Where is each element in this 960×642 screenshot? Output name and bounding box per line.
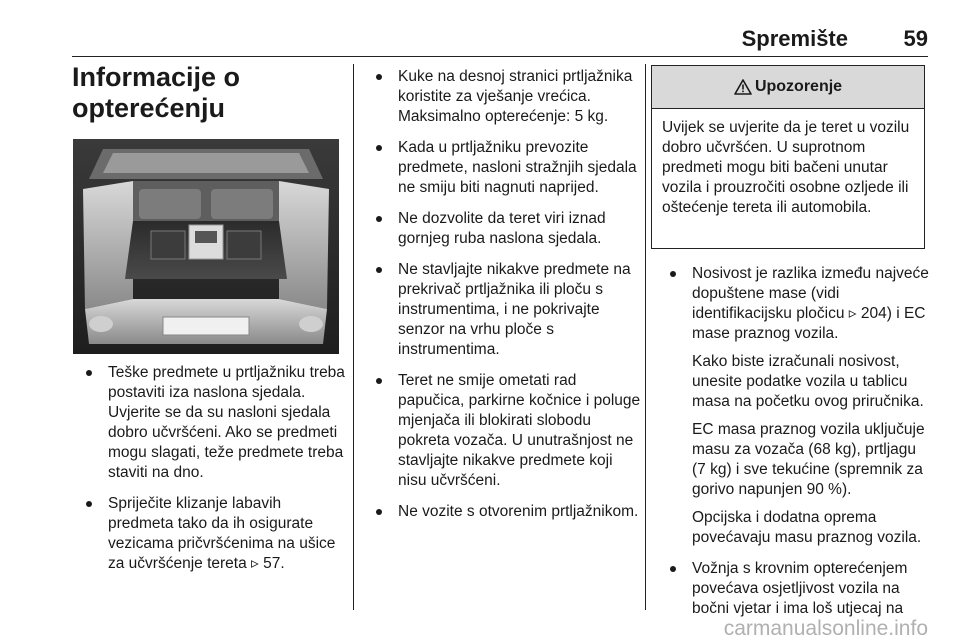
- list-item: [368, 371, 642, 491]
- list-item: [78, 494, 350, 574]
- bullet-dot: [376, 74, 382, 80]
- list-item: [368, 502, 642, 522]
- bullet-dot: [376, 509, 382, 515]
- bullet-dot: [376, 145, 382, 151]
- list-item-text: Ne stavljajte nikakve predmete na prekrivač prtljažnika ili ploču s instrumentima, i ne pokrivajte senzor na vrhu ploče s instrumentima.: [398, 261, 631, 358]
- section-title: Informacije o opterećenju: [72, 62, 241, 123]
- list-item: [368, 138, 642, 198]
- warning-header: [652, 66, 924, 109]
- bullet-dot: [670, 566, 676, 572]
- left-bullet-list: [78, 363, 350, 585]
- bullet-dot: [86, 370, 92, 376]
- warning-box: [651, 65, 925, 249]
- list-item-text: Kako biste izračunali nosivost, unesite podatke vozila u tablicu masa na početku ovog priručnika.: [692, 353, 924, 410]
- warning-title: Upozorenje: [754, 78, 843, 95]
- list-item: [78, 363, 350, 483]
- warning-text: Uvijek se uvjerite da je teret u vozilu dobro učvršćen. U suprotnom predmeti mogu biti bačeni unutar vozila i prouzročiti osobne ozljede ili oštećenje tereta ili automobila.: [662, 119, 910, 216]
- column-divider-right: [645, 64, 646, 610]
- list-item-text: Nosivost je razlika između najveće dopuštene mase (vidi identifikacijsku pločicu ▹ 204) i EC mase praznog vozila.: [692, 265, 929, 342]
- list-item: [662, 559, 932, 619]
- list-item-text: Opcijska i dodatna oprema povećavaju masu praznog vozila.: [692, 509, 922, 546]
- list-item-text: Spriječite klizanje labavih predmeta tako da ih osigurate vezicama pričvršćenima na ušice za učvršćenje tereta ▹ 57.: [108, 495, 336, 572]
- list-item-text: Kada u prtljažniku prevozite predmete, nasloni stražnjih sjedala ne smiju biti nagnuti naprijed.: [398, 139, 637, 196]
- warning-triangle-icon: [734, 79, 752, 95]
- list-item: [368, 67, 642, 127]
- list-item: [368, 209, 642, 249]
- bullet-dot: [376, 216, 382, 222]
- list-item-text: Ne dozvolite da teret viri iznad gornjeg ruba naslona sjedala.: [398, 210, 606, 247]
- running-header-title: Spremište: [741, 26, 848, 51]
- watermark: carmanualsonline.info: [723, 617, 928, 640]
- list-item-text: Teške predmete u prtljažniku treba postaviti iza naslona sjedala. Uvjerite se da su nasloni sjedala dobro učvršćeni. Ako se predmeti mogu slagati, teže predmete treba staviti na dno.: [108, 364, 345, 481]
- list-item-text: Kuke na desnoj stranici prtljažnika koristite za vješanje vrećica. Maksimalno opterećenje: 5 kg.: [398, 68, 633, 125]
- bullet-dot: [376, 378, 382, 384]
- list-item-text: Ne vozite s otvorenim prtljažnikom.: [398, 503, 639, 520]
- page-number: 59: [903, 26, 928, 51]
- bullet-dot: [86, 501, 92, 507]
- list-item-text: Vožnja s krovnim opterećenjem povećava osjetljivost vozila na bočni vjetar i ima loš utjecaj na: [692, 560, 908, 617]
- middle-bullet-list: [368, 67, 642, 533]
- bullet-dot: [376, 267, 382, 273]
- list-item-text: EC masa praznog vozila uključuje masu za vozača (68 kg), prtljagu (7 kg) i sve tekućine (spremnik za gorivo napunjen 90 %).: [692, 421, 925, 498]
- list-item: [368, 260, 642, 360]
- list-item-text: Teret ne smije ometati rad papučica, parkirne kočnice i poluge mjenjača ili blokirati slobodu pokreta vozača. U unutrašnjost ne stavljajte nikakve predmete koji nisu učvršćeni.: [398, 372, 641, 489]
- list-item: [662, 264, 932, 548]
- header-rule: [72, 56, 928, 57]
- bullet-dot: [670, 271, 676, 277]
- car-trunk-photo: [73, 139, 339, 354]
- column-divider-left: [353, 64, 354, 610]
- right-bullet-list: [662, 264, 932, 630]
